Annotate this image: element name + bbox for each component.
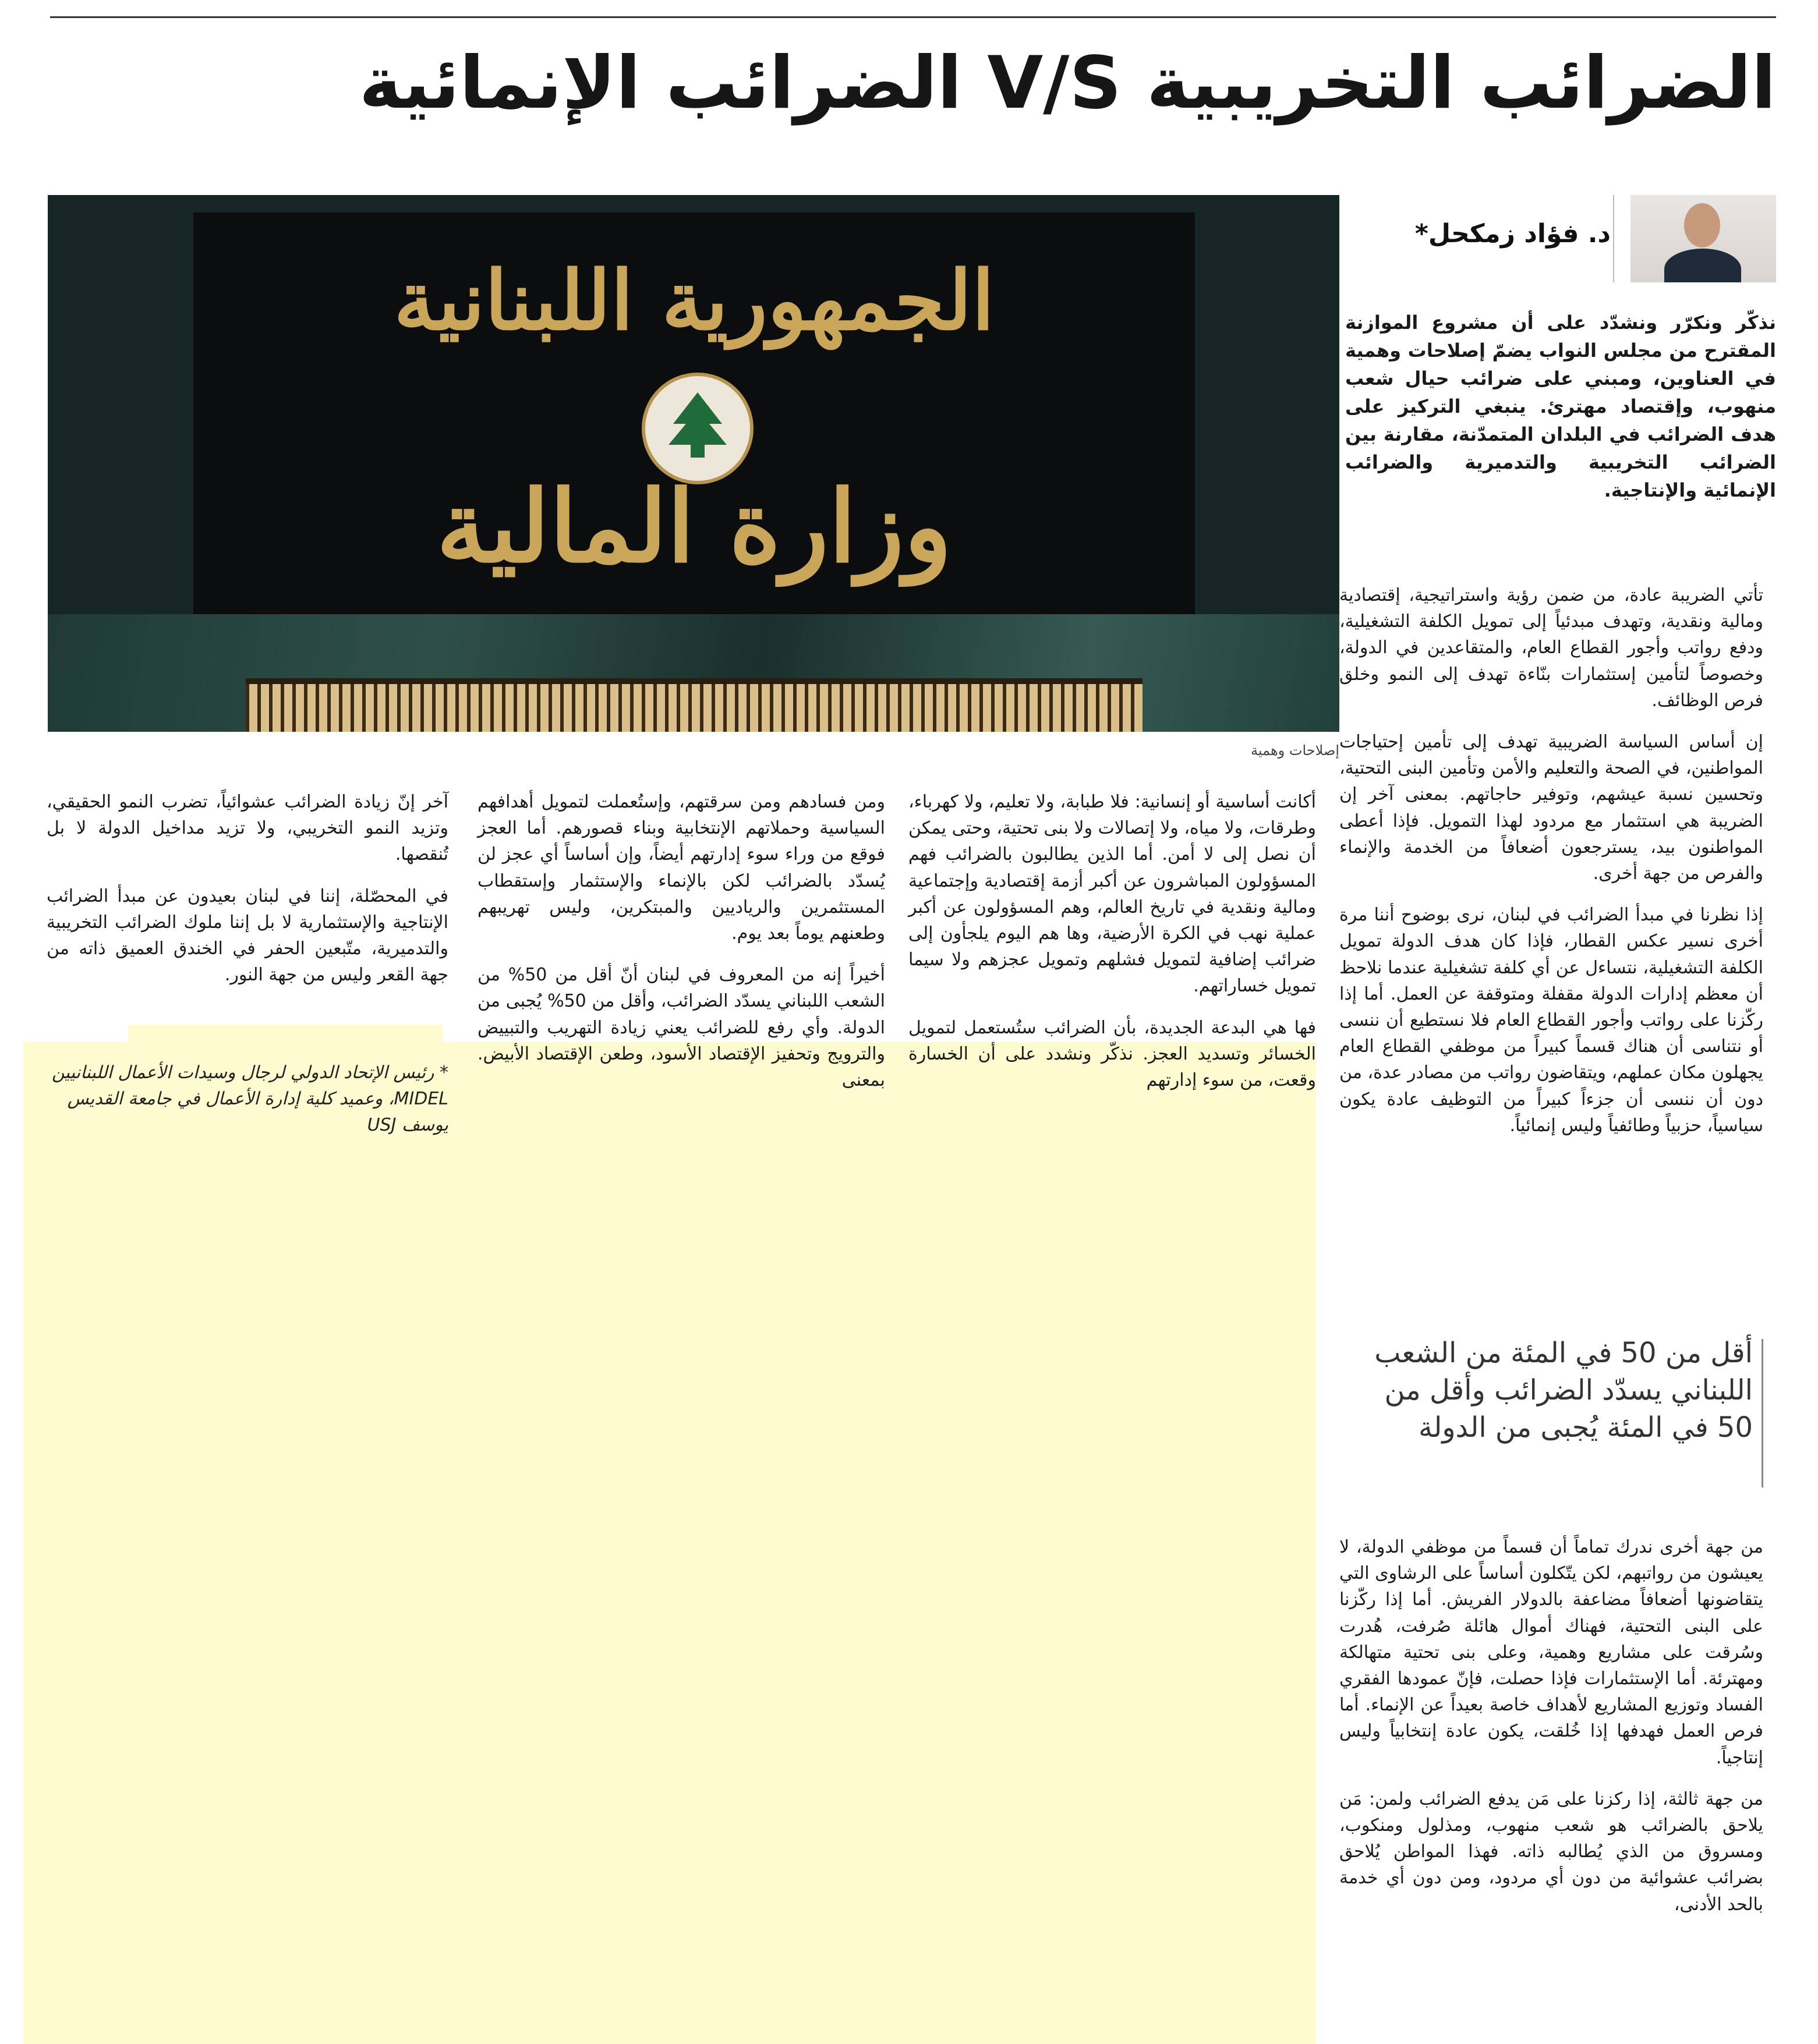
paragraph: آخر إنّ زيادة الضرائب عشوائياً، تضرب النمو الحقيقي، وتزيد النمو التخريبي، ولا تزيد مداخيل الدولة لا بل تُنقصها. xyxy=(47,792,448,865)
top-rule xyxy=(50,16,1776,18)
paragraph: في المحصّلة، إننا في لبنان بعيدون عن مبدأ الضرائب الإنتاجية والإستثمارية لا بل إننا ملوك الضرائب التخريبية والتدميرية، متّبعين الحفر في الخندق العميق ذاته من جهة القعر وليس من جهة النور. xyxy=(47,885,448,986)
article-photo xyxy=(48,195,1339,732)
pull-quote: أقل من 50 في المئة من الشعب اللبناني يسدّد الضرائب وأقل من 50 في المئة يُجبى من الدولة xyxy=(1374,1337,1753,1444)
plaque-line-1: الجمهورية اللبنانية xyxy=(394,253,995,349)
paragraph: إن أساس السياسة الضريبية تهدف إلى تأمين إحتياجات المواطنين، في الصحة والتعليم والأمن وتأمين البنى التحتية، وتحسين نسبة عيشهم، وتوفير حاجاتهم. بمعنى آخر إن الضريبة هي استثمار مع مردود لهذا التمويل. فإذا أعطى المواطنون بيد، يسترجعون أضعافاً من الخدمة والإنماء والفرص من جهة أخرى. xyxy=(1339,732,1763,884)
column-left xyxy=(47,789,448,1003)
paragraph: ومن فسادهم ومن سرقتهم، وإستُعملت لتمويل أهدافهم السياسية وحملاتهم الإنتخابية وبناء قصورهم. أما العجز فوقع من وراء سوء إدارتهم أيضاً، وإن أساساً أي عجز لن يُسدّد بالضرائب لكن بالإنماء والإستثمار وإستقطاب المستثمرين والرياديين والمبتكرين، وليس تهريبهم وطعنهم يوماً بعد يوم. xyxy=(478,792,885,944)
paragraph: أكانت أساسية أو إنسانية: فلا طبابة، ولا تعليم، ولا كهرباء، وطرقات، ولا مياه، ولا إتصالات ولا بنى تحتية، وحتى يمكن أن نصل إلى لا أمن. أما الذين يطالبون بالضرائب فهم المسؤولون المباشرون عن أكبر أزمة إقتصادية وإجتماعية ومالية ونقدية في تاريخ العالم، وهم المسؤولون عن أكبر عملية نهب في الكرة الأرضية، وها هم اليوم يلجأون إلى ضرائب إضافية لتمويل فشلهم وتمويل عجزهم ولا سيما تمويل خساراتهم. xyxy=(908,792,1316,997)
pull-quote-bar xyxy=(1762,1339,1763,1487)
paragraph: تأتي الضريبة عادة، من ضمن رؤية واستراتيجية، إقتصادية ومالية ونقدية، وتهدف مبدئياً إلى تمويل الكلفة التشغيلية، ودفع رواتب وأجور القطاع العام، والمتقاعدين في الدولة، وخصوصاً لتأمين إستثمارات بنّاءة تهدف إلى النمو وخلق فرص الوظائف. xyxy=(1339,585,1763,711)
column-center-left xyxy=(478,789,885,1108)
ministry-plaque xyxy=(193,212,1195,614)
paragraph: فها هي البدعة الجديدة، بأن الضرائب ستُستعمل لتمويل الخسائر وتسديد العجز. نذكّر ونشدد على أن الخسارة وقعت، من سوء إدارتهم xyxy=(908,1017,1316,1091)
author-avatar xyxy=(1630,195,1776,282)
highlight-area xyxy=(23,1042,1316,2044)
photo-caption: إصلاحات وهمية xyxy=(1251,742,1339,759)
author-divider xyxy=(1613,195,1614,282)
paragraph: من جهة ثالثة، إذا ركزنا على مَن يدفع الضرائب ولمن: مَن يلاحق بالضرائب هو شعب منهوب، ومذلول ومنكوب، ومسروق من الذي يُطالبه ذاته. فهذا المواطن يُلاحق بضرائب عشوائية من دون أي مردود، ومن دون أي خدمة بالحد الأدنى، xyxy=(1339,1788,1763,1915)
author-bio: * رئيس الإتحاد الدولي لرجال وسيدات الأعمال اللبنانيين MIDEL، وعميد كلية إدارة الأعمال في جامعة القديس يوسف USJ xyxy=(51,1062,448,1135)
plaque-line-2: وزارة المالية xyxy=(436,469,952,585)
column-right-top xyxy=(1339,582,1763,1154)
column-right-bottom xyxy=(1339,1534,1763,1933)
paragraph: أخيراً إنه من المعروف في لبنان أنّ أقل من 50% من الشعب اللبناني يسدّد الضرائب، وأقل من 50% يُجبى من الدولة. وأي رفع للضرائب يعني زيادة التهريب والتبييض والترويج وتحفيز الإقتصاد الأسود، وطعن الإقتصاد الأبيض. بمعنى xyxy=(478,965,885,1091)
paragraph: من جهة أخرى ندرك تماماً أن قسماً من موظفي الدولة، لا يعيشون من رواتبهم، لكن يتّكلون أساساً على الرشاوى التي يتقاضونها أضعافاً مضاعفة بالدولار الفريش. أما إذا ركّزنا على البنى التحتية، فهناك أموال هائلة صُرفت، هُدرت وسُرقت على مشاريع وهمية، وعلى بنى تحتية متهالكة ومهترئة. أما الإستثمارات فإذا حصلت، فإنّ عمودها الفقري الفساد وتوزيع المشاريع لأهداف خاصة بعيداً عن الإنماء. أما فرص العمل فهدفها إذا خُلقت، يكون عادة إنتخابياً وليس إنتاجياً. xyxy=(1339,1537,1763,1768)
door-grille xyxy=(246,678,1143,732)
highlight-area-top xyxy=(128,1025,443,1048)
paragraph: إذا نظرنا في مبدأ الضرائب في لبنان، نرى بوضوح أننا مرة أخرى نسير عكس القطار، فإذا كان هدف الدولة تمويل الكلفة التشغيلية، نتساءل عن أي كلفة تشغيلية عندما نلاحظ أن معظم إدارات الدولة مقفلة ومتوقفة عن العمل. أما إذا ركّزنا على رواتب وأجور القطاع العام فلا نستطيع أن ننسى أو نتناسى أن هناك قسماً كبيراً من موظفي القطاع العام يجهلون مكان عملهم، ويتقاضون رواتب من مصادر عدة، من دون أن ننسى أن جزءاً كبيراً من التوظيف عادة يكون سياسياً، حزبياً وطائفياً وليس إنمائياً. xyxy=(1339,905,1763,1136)
column-center-right xyxy=(908,789,1316,1108)
headline: الضرائب التخريبية V/S الضرائب الإنمائية xyxy=(359,41,1776,125)
author-name: د. فؤاد زمكحل* xyxy=(1414,219,1611,249)
intro-paragraph: نذكّر ونكرّر ونشدّد على أن مشروع الموازنة المقترح من مجلس النواب يضمّ إصلاحات وهمية في العناوين، ومبني على ضرائب حيال شعب منهوب، وإقتصاد مهترئ. ينبغي التركيز على هدف الضرائب في البلدان المتمدّنة، مقارنة بين الضرائب التخريبية والتدميرية والضرائب الإنمائية والإنتاجية. xyxy=(1345,311,1776,501)
cedar-emblem-icon xyxy=(642,373,754,484)
